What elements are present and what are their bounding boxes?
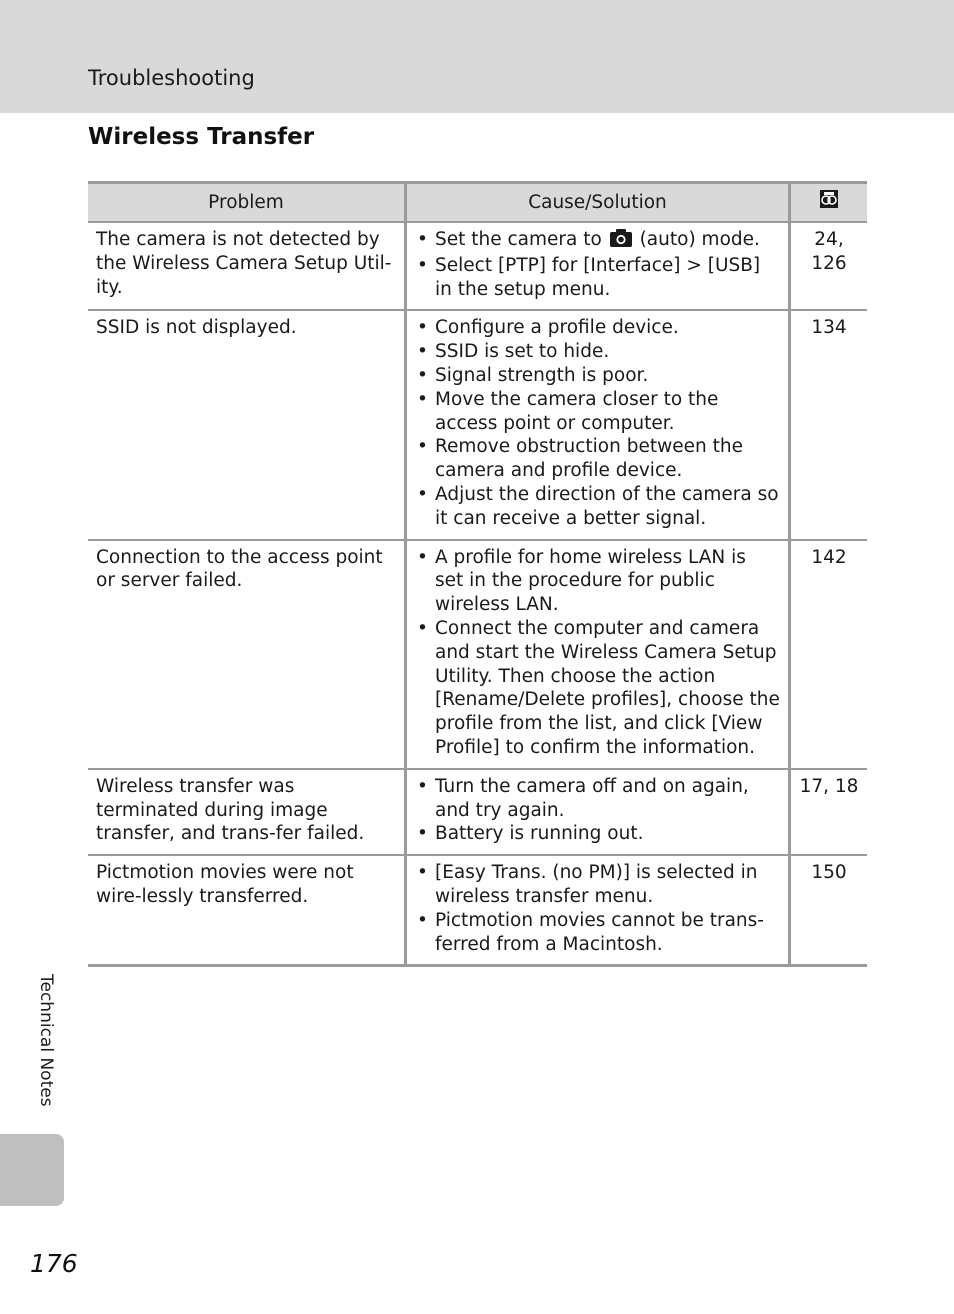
solution-item: • Remove obstruction between the camera and profile device. [415,435,780,483]
table-row [88,540,867,769]
solution-item: • A profile for home wireless LAN is set in the procedure for public wireless LAN. [415,546,780,617]
solution-list [415,775,780,846]
solution-item: • Connect the computer and camera and start the Wireless Camera Setup Utility. Then choose the action [Rename/Delete profiles], choose the profile from the list, and click [View Profile] to confirm the information. [415,617,780,760]
solution-cell [406,310,790,539]
table-row [88,310,867,539]
page-ref-cell: 134 [790,310,868,539]
column-header-reference [790,183,868,223]
troubleshooting-table [88,181,867,967]
page-ref-cell [790,222,868,310]
page-number: 176 [30,1249,78,1278]
section-label: Troubleshooting [88,66,255,90]
solution-list [415,861,780,956]
solution-item: • Pictmotion movies cannot be trans-ferred from a Macintosh. [415,909,780,957]
table-header-row [88,183,867,223]
problem-cell: Pictmotion movies were not wire-lessly transferred. [88,855,406,966]
solution-list [415,228,780,301]
solution-cell [406,222,790,310]
table-row [88,222,867,310]
problem-cell: Connection to the access point or server failed. [88,540,406,769]
solution-item: • Battery is running out. [415,822,780,846]
column-header-problem: Problem [88,183,406,223]
solution-cell [406,769,790,855]
header-band [0,0,954,113]
solution-item: • SSID is set to hide. [415,340,780,364]
solution-item: • Signal strength is poor. [415,364,780,388]
table-row [88,855,867,966]
column-header-cause-solution: Cause/Solution [406,183,790,223]
page-ref-cell: 142 [790,540,868,769]
solution-item: • [Easy Trans. (no PM)] is selected in wireless transfer menu. [415,861,780,909]
reference-page-icon [819,189,839,216]
page-title: Wireless Transfer [88,124,315,150]
solution-item [415,228,780,254]
solution-list [415,546,780,760]
camera-auto-mode-icon [610,229,632,254]
problem-cell: Wireless transfer was terminated during image transfer, and trans-fer failed. [88,769,406,855]
solution-item: • Turn the camera off and on again, and try again. [415,775,780,823]
side-tab-marker [0,1134,64,1206]
side-tab-label: Technical Notes [36,974,56,1107]
problem-cell: SSID is not displayed. [88,310,406,539]
solution-cell [406,540,790,769]
problem-cell: The camera is not detected by the Wireless Camera Setup Util-ity. [88,222,406,310]
solution-item: • Configure a profile device. [415,316,780,340]
solution-item: • Move the camera closer to the access point or computer. [415,388,780,436]
solution-list [415,316,780,530]
page-ref-cell: 17, 18 [790,769,868,855]
solution-text-after: (auto) mode. [639,229,760,250]
page-ref-cell: 150 [790,855,868,966]
solution-item: • Adjust the direction of the camera so it can receive a better signal. [415,483,780,531]
page-ref: 24, 126 [811,229,847,274]
solution-item: • Select [PTP] for [Interface] > [USB] in the setup menu. [415,254,780,302]
table-row [88,769,867,855]
solution-text-before: Set the camera to [435,229,602,250]
solution-cell [406,855,790,966]
